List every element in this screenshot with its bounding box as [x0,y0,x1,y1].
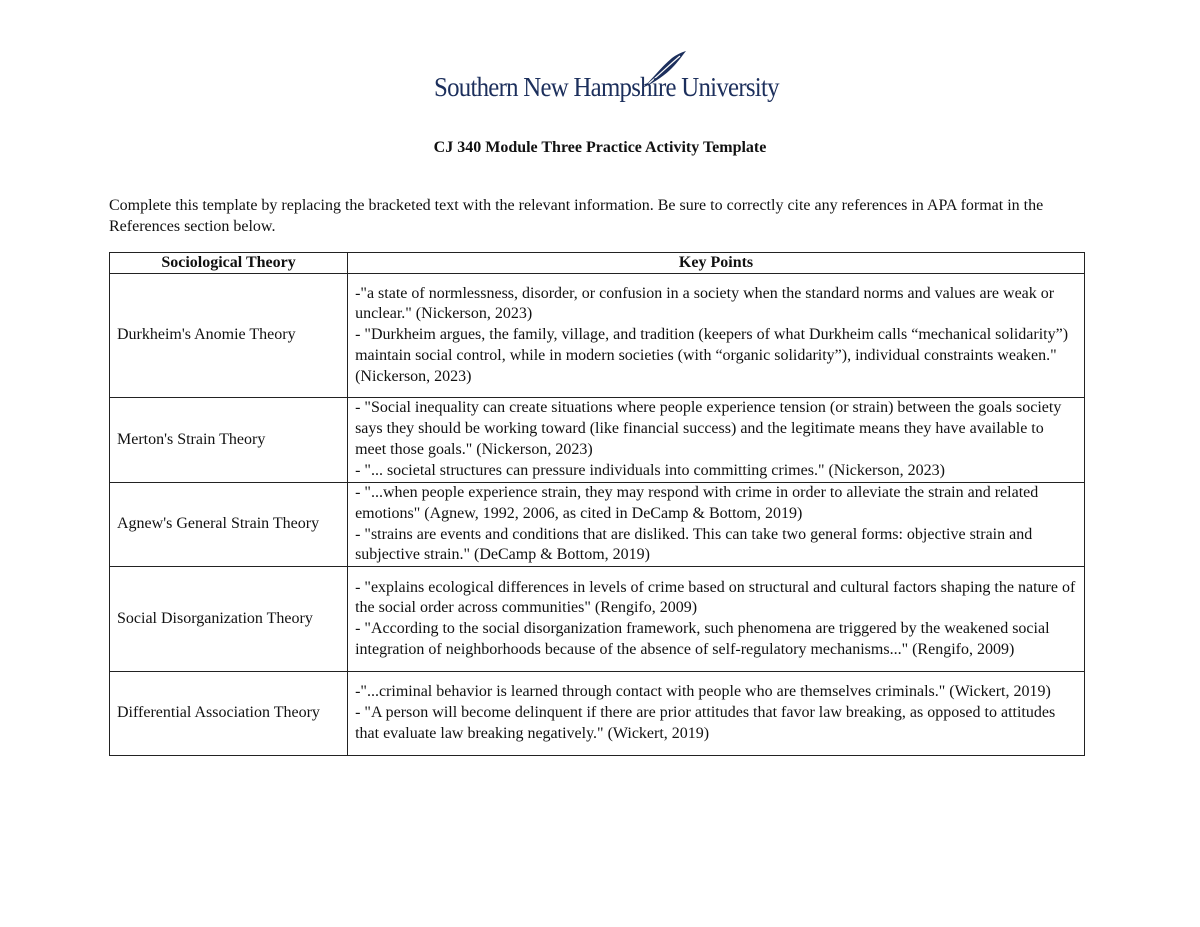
key-points-cell [348,274,1085,398]
key-point: -"...criminal behavior is learned through contact with people who are themselves criminals." (Wickert, 2019) [355,683,1051,701]
key-point: - "... societal structures can pressure individuals into committing crimes." (Nickerson, 2023) [355,461,945,479]
instructions-paragraph: Complete this template by replacing the bracketed text with the relevant information. Be sure to correctly cite any references in APA format in the References section below. [109,197,1044,235]
theories-table [109,252,1085,756]
table-header-row [110,253,1085,274]
theory-name: Durkheim's Anomie Theory [110,274,348,398]
key-point: - "...when people experience strain, they may respond with crime in order to alleviate the strain and related emotions" (Agnew, 1992, 2006, as cited in DeCamp & Bottom, 2019) [355,484,1039,522]
university-name: Southern New Hampshire University [434,72,779,102]
key-points-cell [348,567,1085,672]
theory-name: Agnew's General Strain Theory [110,483,348,567]
key-point: - "A person will become delinquent if there are prior attitudes that favor law breaking, as opposed to attitudes that evaluate law breaking negatively." (Wickert, 2019) [355,704,1056,743]
table-row [110,274,1085,398]
key-point: - "Durkheim argues, the family, village, and tradition (keepers of what Durkheim calls “mechanical solidarity”) maintain social control, while in modern societies (with “organic solidarity”), individual constraints weaken." (Nickerson, 2023) [355,326,1069,385]
key-points-cell [348,483,1085,567]
university-logo [434,50,779,110]
key-points-cell [348,398,1085,483]
key-point: - "According to the social disorganization framework, such phenomena are triggered by the weakened social integration of neighborhoods because of the absence of self-regulatory mechanisms..." (Rengifo, 2009) [355,620,1050,658]
key-point: - "strains are events and conditions that are disliked. This can take two general forms: objective strain and subjective strain." (DeCamp & Bottom, 2019) [355,525,1033,564]
theory-name: Social Disorganization Theory [110,567,348,672]
header-key-points: Key Points [348,253,1085,274]
key-point: - "Social inequality can create situations where people experience tension (or strain) between the goals society says they should be working toward (like financial success) and the legitimate means they have available to meet those goals." (Nickerson, 2023) [355,399,1062,458]
table-row [110,672,1085,756]
key-points-cell [348,672,1085,756]
page-title: CJ 340 Module Three Practice Activity Template [433,139,767,156]
key-point: - "explains ecological differences in levels of crime based on structural and cultural factors shaping the nature of the social order across communities" (Rengifo, 2009) [355,578,1076,617]
theory-name: Merton's Strain Theory [110,398,348,483]
table-row [110,483,1085,567]
theory-name: Differential Association Theory [110,672,348,756]
table-row [110,398,1085,483]
header-sociological-theory: Sociological Theory [110,253,348,274]
table-row [110,567,1085,672]
key-point: -"a state of normlessness, disorder, or confusion in a society when the standard norms and values are weak or unclear." (Nickerson, 2023) [355,284,1055,323]
